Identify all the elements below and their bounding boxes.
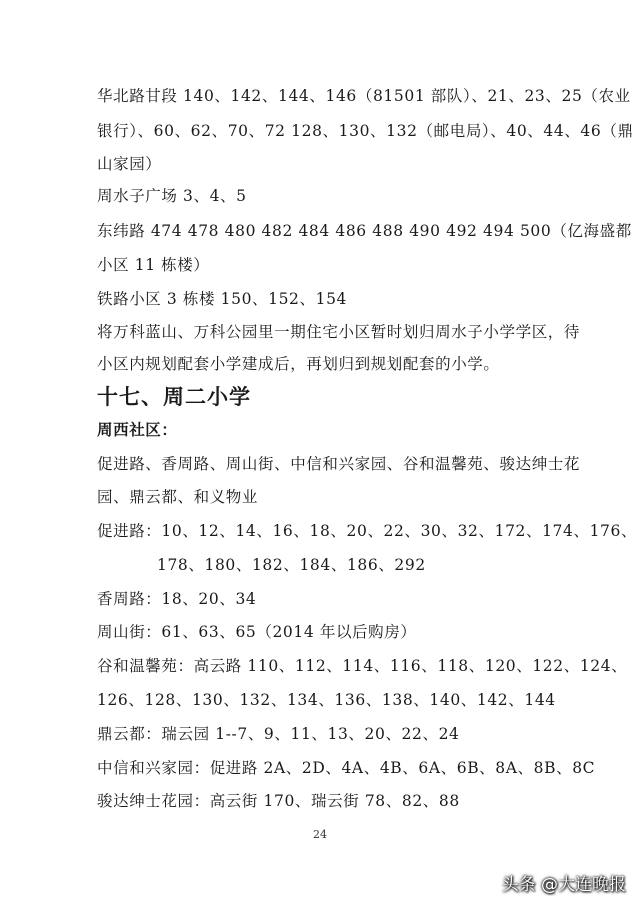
- text-line: 鼎云都：瑞云园 1--7、9、11、13、20、22、24: [97, 725, 460, 743]
- text-line: 山家园）: [97, 155, 162, 173]
- page-number: 24: [313, 828, 327, 841]
- text-line: 促进路：10、12、14、16、18、20、22、30、32、172、174、176、: [97, 522, 638, 540]
- text-line: 香周路：18、20、34: [97, 590, 257, 608]
- text-line: 小区 11 栋楼）: [97, 256, 210, 274]
- text-line: 华北路甘段 140、142、144、146（81501 部队）、21、23、25（农业: [97, 87, 631, 105]
- text-line: 周水子广场 3、4、5: [97, 187, 247, 205]
- section-title: 十七、周二小学: [97, 385, 251, 409]
- text-line: 铁路小区 3 栋楼 150、152、154: [97, 290, 347, 308]
- text-line: 中信和兴家园：促进路 2A、2D、4A、4B、6A、6B、8A、8B、8C: [97, 759, 596, 777]
- text-line: 促进路、香周路、周山街、中信和兴家园、谷和温馨苑、骏达绅士花: [97, 455, 581, 473]
- watermark: 头条 @大连晚报: [501, 875, 626, 895]
- subsection-title: 周西社区：: [97, 421, 178, 439]
- text-line: 126、128、130、132、134、136、138、140、142、144: [97, 691, 556, 709]
- text-line: 178、180、182、184、186、292: [157, 556, 426, 574]
- text-line: 园、鼎云都、和义物业: [97, 488, 259, 506]
- text-line: 银行）、60、62、70、72 128、130、132（邮电局）、40、44、46（鼎: [97, 122, 634, 140]
- text-line: 骏达绅士花园：高云街 170、瑞云街 78、82、88: [97, 792, 460, 810]
- text-line: 将万科蓝山、万科公园里一期住宅小区暂时划归周水子小学学区，待: [97, 323, 581, 341]
- text-line: 谷和温馨苑：高云路 110、112、114、116、118、120、122、124、: [97, 657, 628, 675]
- text-line: 小区内规划配套小学建成后，再划归到规划配套的小学。: [97, 355, 500, 373]
- text-line: 东纬路 474 478 480 482 484 486 488 490 492 494 500（亿海盛都: [97, 222, 632, 240]
- text-line: 周山街：61、63、65（2014 年以后购房）: [97, 623, 417, 641]
